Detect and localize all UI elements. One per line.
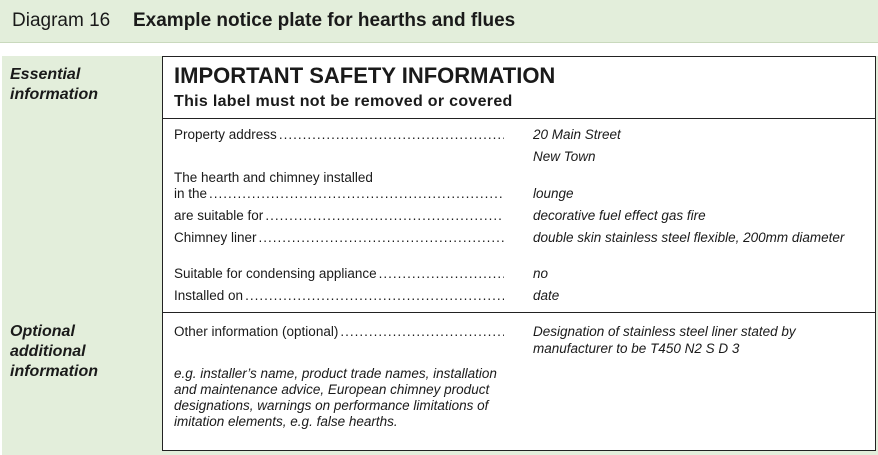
suitable-for-row <box>174 207 504 224</box>
other-info-label: Other information (optional) <box>174 324 339 339</box>
chimney-liner-row <box>174 229 504 246</box>
hearth-intro-text: The hearth and chimney installed <box>174 170 373 185</box>
optional-note: e.g. installer’s name, product trade names, installation and maintenance advice, European chimney product designations, warnings on performance limitations of imitation elements, e.g. false hearths. <box>174 366 497 429</box>
chimney-liner-label: Chimney liner <box>174 230 257 245</box>
installed-on-label: Installed on <box>174 288 244 303</box>
diagram-title: Example notice plate for hearths and flues <box>133 10 516 31</box>
installed-in-row <box>174 185 504 202</box>
condensing-value: no <box>533 266 549 281</box>
optional-divider <box>162 312 876 313</box>
suitable-for-label: are suitable for <box>174 208 264 223</box>
other-info-row <box>174 323 504 340</box>
leader-dots <box>259 229 504 246</box>
diagram-number: Diagram 16 <box>12 10 111 31</box>
plate-subheading: This label must not be removed or covered <box>174 93 513 110</box>
leader-dots <box>279 126 504 143</box>
leader-dots <box>340 323 504 340</box>
condensing-row <box>174 265 504 282</box>
suitable-for-value: decorative fuel effect gas fire <box>533 208 706 223</box>
installed-on-row <box>174 287 504 304</box>
property-address-row <box>174 126 504 143</box>
essential-information-label: Essential information <box>10 66 98 103</box>
leader-dots <box>245 287 504 304</box>
diagram-title-bar <box>0 0 878 43</box>
plate-heading: IMPORTANT SAFETY INFORMATION <box>174 63 556 88</box>
installed-in-value: lounge <box>533 186 574 201</box>
section-label-column <box>2 56 152 455</box>
installed-on-value: date <box>533 288 560 303</box>
leader-dots <box>209 185 504 202</box>
leader-dots <box>265 207 504 224</box>
heading-divider <box>162 118 876 119</box>
condensing-label: Suitable for condensing appliance <box>174 266 377 281</box>
installed-in-label: in the <box>174 186 208 201</box>
property-address-value-line2: New Town <box>533 149 596 164</box>
property-address-label: Property address <box>174 127 277 142</box>
property-address-value-line1: 20 Main Street <box>533 127 621 142</box>
optional-information-label: Optional additional information <box>10 323 98 380</box>
other-info-value: Designation of stainless steel liner stated by manufacturer to be T450 N2 S D 3 <box>533 324 796 356</box>
chimney-liner-value: double skin stainless steel flexible, 200mm diameter <box>533 230 845 245</box>
leader-dots <box>379 265 504 282</box>
